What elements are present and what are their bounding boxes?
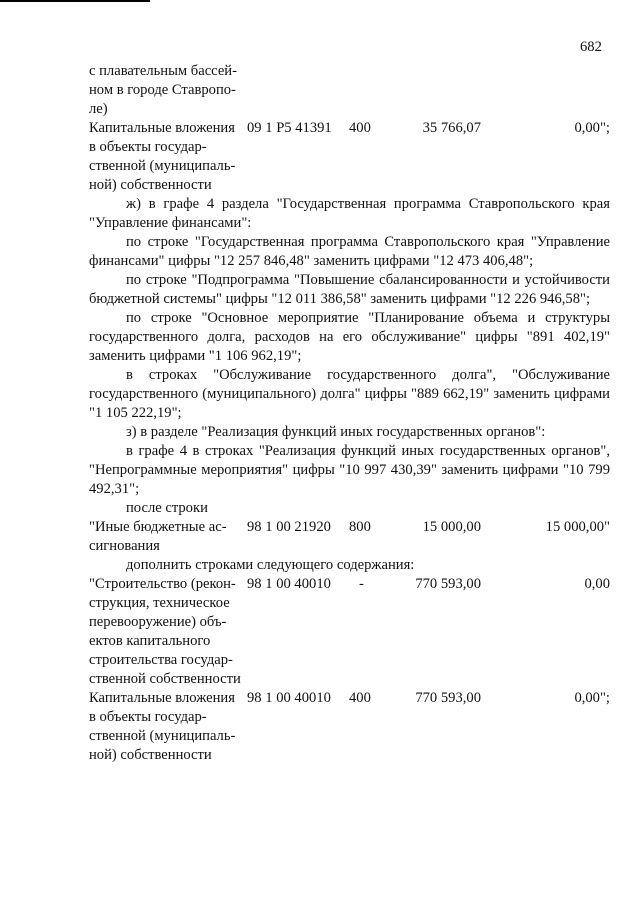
page-number: 682 (580, 39, 602, 55)
row-sum2: 0,00"; (574, 690, 610, 706)
table-row (89, 62, 610, 119)
row-sum2: 0,00 (584, 576, 610, 592)
row-vr: 400 (349, 120, 371, 136)
row-code: 09 1 P5 41391 (247, 120, 332, 136)
row-vr: 800 (349, 519, 371, 535)
row-name: "Строительство (рекон- струкция, техническое перевооружение) объ- ектов капитального строительства государ- ственной собственности (89, 576, 241, 687)
row-name: "Иные бюджетные ас- сигнования (89, 519, 227, 554)
paragraph-after: после строки (126, 500, 208, 516)
row-code: 98 1 00 21920 (247, 519, 331, 535)
paragraph-zh3: по строке "Основное мероприятие "Планирование объема и структуры государственного долга, расходов на его обслуживание" цифры "891 402,19" заменить цифрами "1 106 962,19"; (89, 310, 610, 364)
row-sum1: 770 593,00 (415, 576, 481, 592)
row-sum1: 35 766,07 (422, 120, 481, 136)
row-name: Капитальные вложения в объекты государ- ственной (муниципаль- ной) собственности (89, 120, 236, 193)
top-rule (0, 0, 150, 2)
row-name: Капитальные вложения в объекты государ- ственной (муниципаль- ной) собственности (89, 690, 236, 763)
paragraph-add: дополнить строками следующего содержания: (126, 557, 415, 573)
paragraph-zh4: в строках "Обслуживание государственного долга", "Обслуживание государственного (муниципального) долга" цифры "889 662,19" заменить цифрами "1 105 222,19"; (89, 367, 610, 421)
row-code: 98 1 00 40010 (247, 690, 331, 706)
row-sum1: 770 593,00 (415, 690, 481, 706)
paragraph-z: з) в разделе "Реализация функций иных государственных органов": (126, 424, 546, 440)
paragraph-z1: в графе 4 в строках "Реализация функций иных государственных органов", "Непрограммные мероприятия" цифры "10 997 430,39" заменить цифрами "10 799 492,31"; (89, 443, 610, 497)
paragraph-zh1: по строке "Государственная программа Ставропольского края "Управление финансами" цифры "12 257 846,48" заменить цифрами "12 473 406,48"; (89, 234, 610, 269)
row-sum2: 15 000,00" (545, 519, 610, 535)
paragraph-zh: ж) в графе 4 раздела "Государственная программа Ставропольского края "Управление финансами": (89, 196, 610, 231)
table-row (89, 575, 610, 689)
table-row (89, 689, 610, 765)
document-body (89, 62, 610, 765)
row-sum2: 0,00"; (574, 120, 610, 136)
row-code: 98 1 00 40010 (247, 576, 331, 592)
row-vr: - (359, 576, 364, 592)
paragraph-zh2: по строке "Подпрограмма "Повышение сбалансированности и устойчивости бюджетной системы" цифры "12 011 386,58" заменить цифрами "12 226 946,58"; (89, 272, 610, 307)
row-name: с плавательным бассей- ном в городе Ставропо- ле) (89, 63, 237, 117)
row-sum1: 15 000,00 (422, 519, 481, 535)
table-row (89, 518, 610, 556)
row-vr: 400 (349, 690, 371, 706)
table-row (89, 119, 610, 195)
